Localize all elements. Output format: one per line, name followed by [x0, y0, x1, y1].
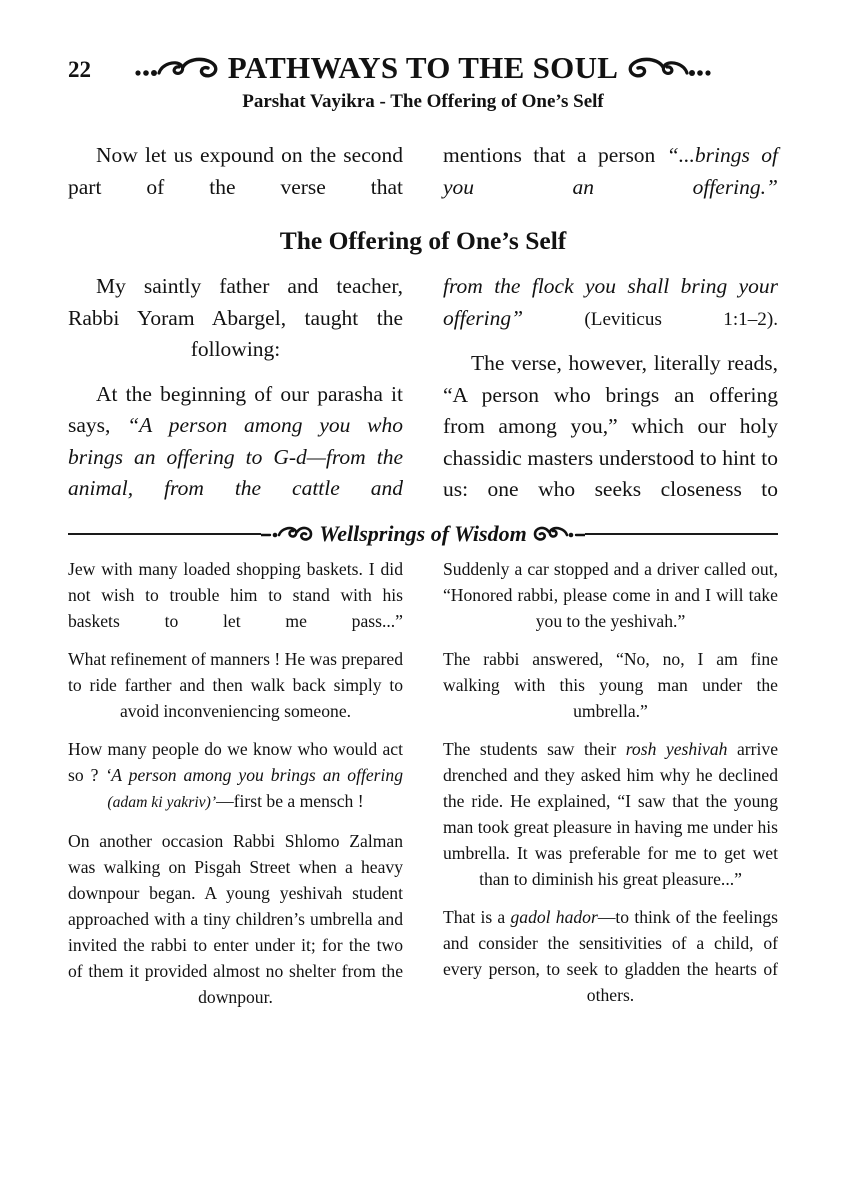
section-columns [68, 271, 778, 506]
section-heading: The Offering of One’s Self [279, 226, 567, 255]
footnote-paragraph: Jew with many loaded shopping baskets. I did not wish to trouble him to stand with his baskets to let me pass...” [68, 558, 403, 631]
body-paragraph: My saintly father and teacher, Rabbi Yoram Abargel, taught the following: [68, 274, 403, 361]
footnote-paragraph: The students saw their rosh yeshivah arrive drenched and they asked him why he declined the ride. He explained, “I saw that the young man took great pleasure in having me under his umbrella. It was preferable for me to get wet than to diminish his great pleasure...” [443, 738, 778, 889]
section-right-column [443, 271, 778, 506]
wellsprings-divider [68, 521, 778, 547]
divider-label: Wellsprings of Wisdom [319, 520, 527, 546]
body-paragraph: The verse, however, literally reads, “A person who brings an offering from among you,” which our holy chassidic masters understood to hint to us: one who seeks closeness to [443, 351, 778, 501]
divider-line [68, 533, 261, 535]
intro-columns [68, 140, 778, 203]
footnote-paragraph: Suddenly a car stopped and a driver called out, “Honored rabbi, please come in and I will take you to the yeshivah.” [443, 558, 778, 631]
footnote-right-column [443, 556, 778, 1010]
page-title: PATHWAYS TO THE SOUL [227, 50, 619, 85]
divider-line [585, 533, 778, 535]
footnote-paragraph: What refinement of manners ! He was prepared to ride farther and then walk back simply to avoid inconveniencing someone. [68, 648, 403, 721]
title-row [68, 50, 778, 86]
divider-flourish-left-icon [261, 524, 313, 544]
body-paragraph: mentions that a person “...brings of you an offering.” [443, 143, 779, 199]
divider-flourish-right-icon [533, 524, 585, 544]
footnote-paragraph: How many people do we know who would act so ? ‘A person among you brings an offering (adam ki yakriv)’—first be a mensch ! [68, 738, 403, 811]
footnote-paragraph: On another occasion Rabbi Shlomo Zalman was walking on Pisgah Street when a heavy downpour began. A young yeshivah student approached with a tiny children’s umbrella and invited the rabbi to enter under it; for the two of them it provided almost no shelter from the downpour. [68, 830, 403, 1007]
section-left-column [68, 271, 403, 506]
footnote-paragraph: The rabbi answered, “No, no, I am fine walking with this young man under the umbrella.” [443, 648, 778, 721]
footnote-columns [68, 556, 778, 1010]
body-paragraph: At the beginning of our parasha it says, “A person among you who brings an offering to G-d—from the animal, from the cattle and [68, 381, 404, 500]
body-paragraph: from the flock you shall bring your offering” (Leviticus 1:1–2). [443, 274, 778, 330]
page-subtitle: Parshat Vayikra - The Offering of One’s Self [242, 91, 604, 112]
intro-left-column [68, 140, 403, 203]
scroll-flourish-right-icon [625, 54, 713, 82]
footnote-paragraph: That is a gadol hador—to think of the feelings and consider the sensitivities of a child, of every person, to seek to gladden the hearts of others. [443, 906, 778, 1005]
intro-right-column [443, 140, 778, 203]
body-paragraph: Now let us expound on the second part of the verse that [68, 143, 403, 199]
scroll-flourish-left-icon [133, 54, 221, 82]
footnote-left-column [68, 556, 403, 1010]
page-number: 22 [68, 57, 91, 82]
page-header [68, 50, 778, 113]
